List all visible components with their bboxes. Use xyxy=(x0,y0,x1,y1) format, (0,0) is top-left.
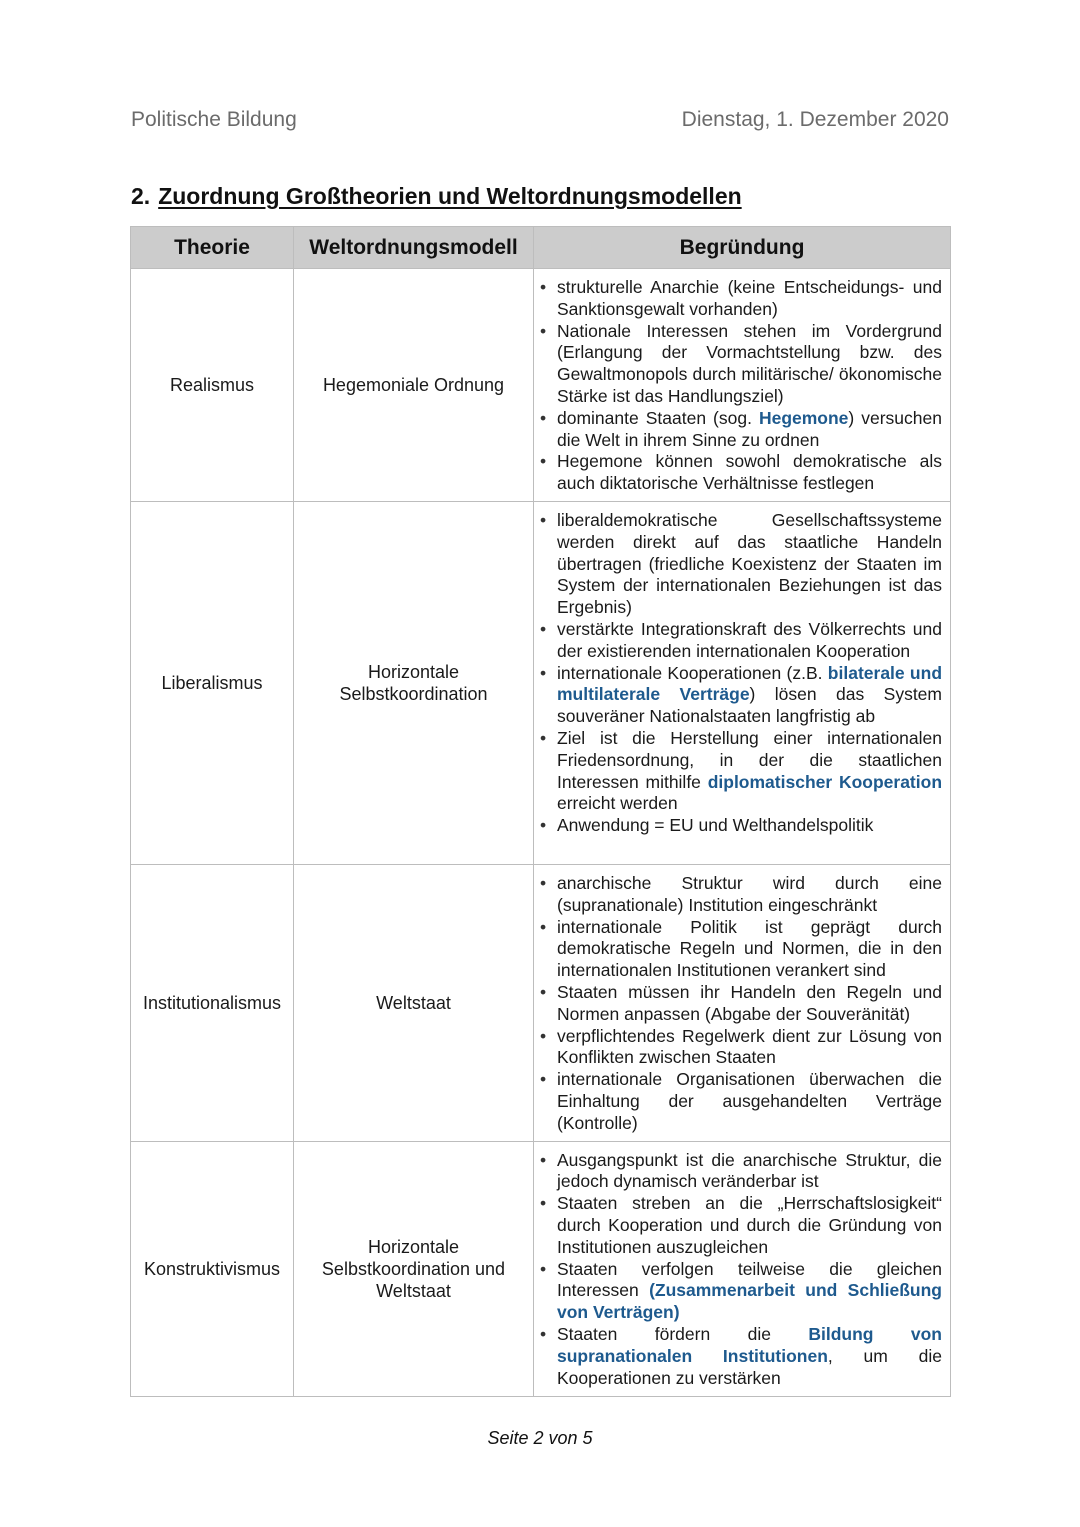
highlighted-term: Hegemone xyxy=(758,407,849,428)
reason-text: Hegemone können sowohl demokratische als auch diktatorische Verhältnisse festlegen xyxy=(557,451,942,494)
table-body xyxy=(131,269,951,1397)
reason-item xyxy=(540,663,942,728)
reason-cell xyxy=(534,269,951,502)
model-line: Horizontale xyxy=(367,1236,460,1257)
theory-cell: Liberalismus xyxy=(131,501,294,864)
reason-text: dominante Staaten (sog. xyxy=(557,407,759,428)
reason-item xyxy=(540,873,942,917)
reason-item xyxy=(540,277,942,321)
reason-text: Anwendung = EU und Welthandelspolitik xyxy=(557,815,874,836)
reason-item xyxy=(540,1150,942,1194)
reason-item xyxy=(540,408,942,452)
model-line: Selbstkoordination und xyxy=(321,1258,506,1279)
reason-text: Staaten verfolgen teilweise die gleichen Interessen xyxy=(557,1258,942,1301)
reason-item xyxy=(540,451,942,495)
highlighted-term: (Zusammenarbeit und Schließung von Verträgen) xyxy=(557,1280,942,1323)
reason-cell xyxy=(534,864,951,1141)
reason-item xyxy=(540,619,942,663)
column-header-reason: Begründung xyxy=(534,227,951,269)
reason-text: erreicht werden xyxy=(557,793,678,814)
reason-item xyxy=(540,1259,942,1324)
model-line: Hegemoniale Ordnung xyxy=(322,374,505,395)
column-header-theory: Theorie xyxy=(131,227,294,269)
model-line: Weltstaat xyxy=(376,992,451,1013)
highlighted-term: bilaterale und multilaterale Verträge xyxy=(557,662,943,705)
reason-text: Nationale Interessen stehen im Vordergrund (Erlangung der Vormachtstellung bzw. des Gewaltmonopols durch militärische/ ökonomische Stärke ist das Handlungsziel) xyxy=(557,320,942,406)
highlighted-term: diplomatischer Kooperation xyxy=(707,771,943,792)
table-row xyxy=(131,1141,951,1396)
table-header-row xyxy=(131,227,951,269)
model-line: Horizontale xyxy=(367,661,460,682)
theory-cell: Konstruktivismus xyxy=(131,1141,294,1396)
model-cell xyxy=(294,864,534,1141)
reason-item xyxy=(540,815,942,837)
section-title xyxy=(131,183,742,210)
section-number: 2. xyxy=(131,183,151,209)
reason-text: Staaten müssen ihr Handeln den Regeln und Normen anpassen (Abgabe der Souveränität) xyxy=(557,981,942,1024)
theory-table xyxy=(130,226,951,1397)
reason-text: ) versuchen die Welt in ihrem Sinne zu ordnen xyxy=(557,407,942,450)
reason-text: Staaten streben an die „Herrschaftslosigkeit“ durch Kooperation und durch die Gründung von Institutionen auszugleichen xyxy=(557,1193,942,1257)
reason-list xyxy=(540,277,942,495)
model-cell xyxy=(294,501,534,864)
reason-item xyxy=(540,1193,942,1258)
reason-item xyxy=(540,1026,942,1070)
reason-item xyxy=(540,728,942,815)
model-cell xyxy=(294,1141,534,1396)
date-header: Dienstag, 1. Dezember 2020 xyxy=(681,108,949,131)
reason-text: , um die Kooperationen zu verstärken xyxy=(557,1345,942,1388)
model-cell xyxy=(294,269,534,502)
table-row xyxy=(131,864,951,1141)
column-header-model: Weltordnungsmodell xyxy=(294,227,534,269)
reason-cell xyxy=(534,1141,951,1396)
reason-item xyxy=(540,1324,942,1389)
reason-text: liberaldemokratische Gesellschaftssysteme werden direkt auf das staatliche Handeln übertragen (friedliche Koexistenz der Staaten im System der internationalen Beziehungen ist das Ergebnis) xyxy=(557,509,942,618)
reason-cell xyxy=(534,501,951,864)
reason-text: internationale Politik ist geprägt durch demokratische Regeln und Normen, die in den internationalen Institutionen verankert sind xyxy=(557,916,942,981)
highlighted-term: Bildung von supranationalen Institutionen xyxy=(557,1323,942,1366)
model-line: Weltstaat xyxy=(376,1280,451,1301)
page-number: Seite 2 von 5 xyxy=(487,1428,593,1448)
table-row xyxy=(131,269,951,502)
reason-text: verpflichtendes Regelwerk dient zur Lösung von Konflikten zwischen Staaten xyxy=(557,1025,942,1068)
reason-list xyxy=(540,510,942,837)
section-title-text: Zuordnung Großtheorien und Weltordnungsmodellen xyxy=(158,183,742,209)
reason-text: internationale Organisationen überwachen die Einhaltung der ausgehandelten Verträge (Kontrolle) xyxy=(557,1069,942,1133)
model-line: Selbstkoordination xyxy=(339,683,488,704)
subject-header: Politische Bildung xyxy=(131,108,297,131)
reason-item xyxy=(540,982,942,1026)
reason-list xyxy=(540,873,942,1135)
theory-cell: Institutionalismus xyxy=(131,864,294,1141)
table-row xyxy=(131,501,951,864)
reason-text: Ziel ist die Herstellung einer internationalen Friedensordnung, in der die staatlichen Interessen mithilfe xyxy=(557,727,942,792)
reason-item xyxy=(540,917,942,982)
reason-text: Staaten fördern die xyxy=(557,1323,809,1344)
reason-item xyxy=(540,510,942,619)
reason-text: internationale Kooperationen (z.B. xyxy=(557,662,828,683)
reason-text: ) lösen das System souveräner Nationalstaaten langfristig ab xyxy=(557,684,942,727)
reason-text: Ausgangspunkt ist die anarchische Struktur, die jedoch dynamisch veränderbar ist xyxy=(557,1149,942,1192)
reason-item xyxy=(540,321,942,408)
reason-list xyxy=(540,1150,942,1390)
reason-text: verstärkte Integrationskraft des Völkerrechts und der existierenden internationalen Kooperation xyxy=(557,618,942,661)
reason-item xyxy=(540,1069,942,1134)
theory-cell: Realismus xyxy=(131,269,294,502)
reason-text: strukturelle Anarchie (keine Entscheidungs- und Sanktionsgewalt vorhanden) xyxy=(557,277,942,319)
reason-text: anarchische Struktur wird durch eine (supranationale) Institution eingeschränkt xyxy=(557,872,942,915)
